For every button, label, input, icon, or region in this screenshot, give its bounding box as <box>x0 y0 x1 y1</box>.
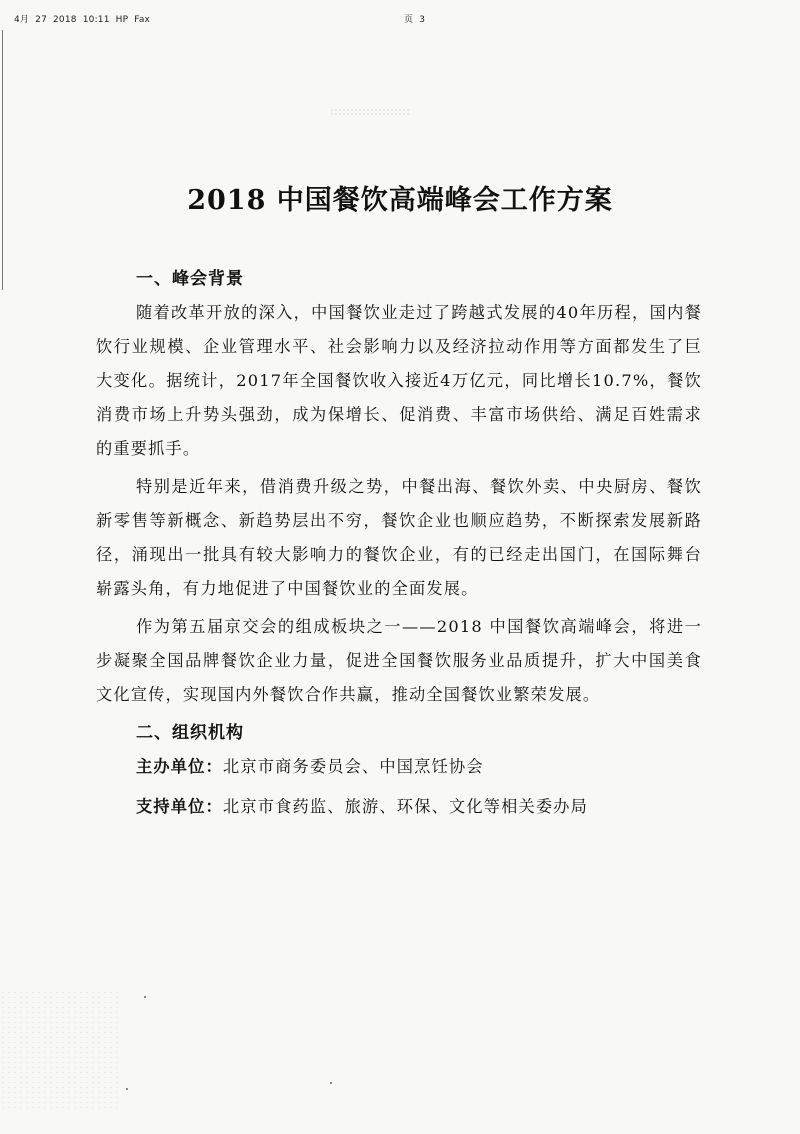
org-item-support <box>96 790 702 830</box>
fax-day: 27 <box>35 15 47 25</box>
org-item-host <box>96 750 702 790</box>
paragraph-2: 特别是近年来，借消费升级之势，中餐出海、餐饮外卖、中央厨房、餐饮新零售等新概念、新趋势层出不穷，餐饮企业也顺应趋势，不断探索发展新路径，涌现出一批具有较大影响力的餐饮企业，有的已经走出国门，在国际舞台崭露头角，有力地促进了中国餐饮业的全面发展。 <box>96 477 702 598</box>
fax-time: 10:11 <box>82 15 110 25</box>
org-item-support-label: 支持单位： <box>136 797 223 816</box>
section-heading-organization: 二、组织机构 <box>136 723 244 743</box>
scan-noise-bottom <box>0 990 120 1110</box>
fax-page-number <box>404 12 431 25</box>
paragraph-3: 作为第五届京交会的组成板块之一——2018 中国餐饮高端峰会，将进一步凝聚全国品牌餐饮企业力量，促进全国餐饮服务业品质提升，扩大中国美食文化宣传，实现国内外餐饮合作共赢，推动全国餐饮业繁荣发展。 <box>96 617 702 704</box>
left-margin-rule <box>2 30 3 290</box>
org-item-support-value: 北京市食药监、旅游、环保、文化等相关委办局 <box>222 797 589 816</box>
section-heading-background: 一、峰会背景 <box>136 269 244 289</box>
scan-speck <box>330 1082 332 1084</box>
scan-noise <box>330 108 410 116</box>
fax-month: 4月 <box>14 15 30 25</box>
document-title: 2018 中国餐饮高端峰会工作方案 <box>187 185 613 216</box>
org-item-host-value: 北京市商务委员会、中国烹饪协会 <box>222 757 484 776</box>
fax-page-label: 页 <box>404 15 414 25</box>
paragraph-1: 随着改革开放的深入，中国餐饮业走过了跨越式发展的40年历程，国内餐饮行业规模、企业管理水平、社会影响力以及经济拉动作用等方面都发生了巨大变化。据统计，2017年全国餐饮收入接近4万亿元，同比增长10.7%，餐饮消费市场上升势头强劲，成为保增长、促消费、丰富市场供给、满足百姓需求的重要抓手。 <box>96 303 702 458</box>
scan-speck <box>126 1088 128 1090</box>
fax-page-value: 3 <box>419 15 426 25</box>
fax-header-meta <box>14 12 156 25</box>
document-body <box>96 262 702 830</box>
fax-type: Fax <box>134 15 151 25</box>
org-item-host-label: 主办单位： <box>136 757 223 776</box>
fax-sender: HP <box>115 15 129 25</box>
fax-year: 2018 <box>53 15 77 25</box>
scan-speck <box>144 996 146 998</box>
